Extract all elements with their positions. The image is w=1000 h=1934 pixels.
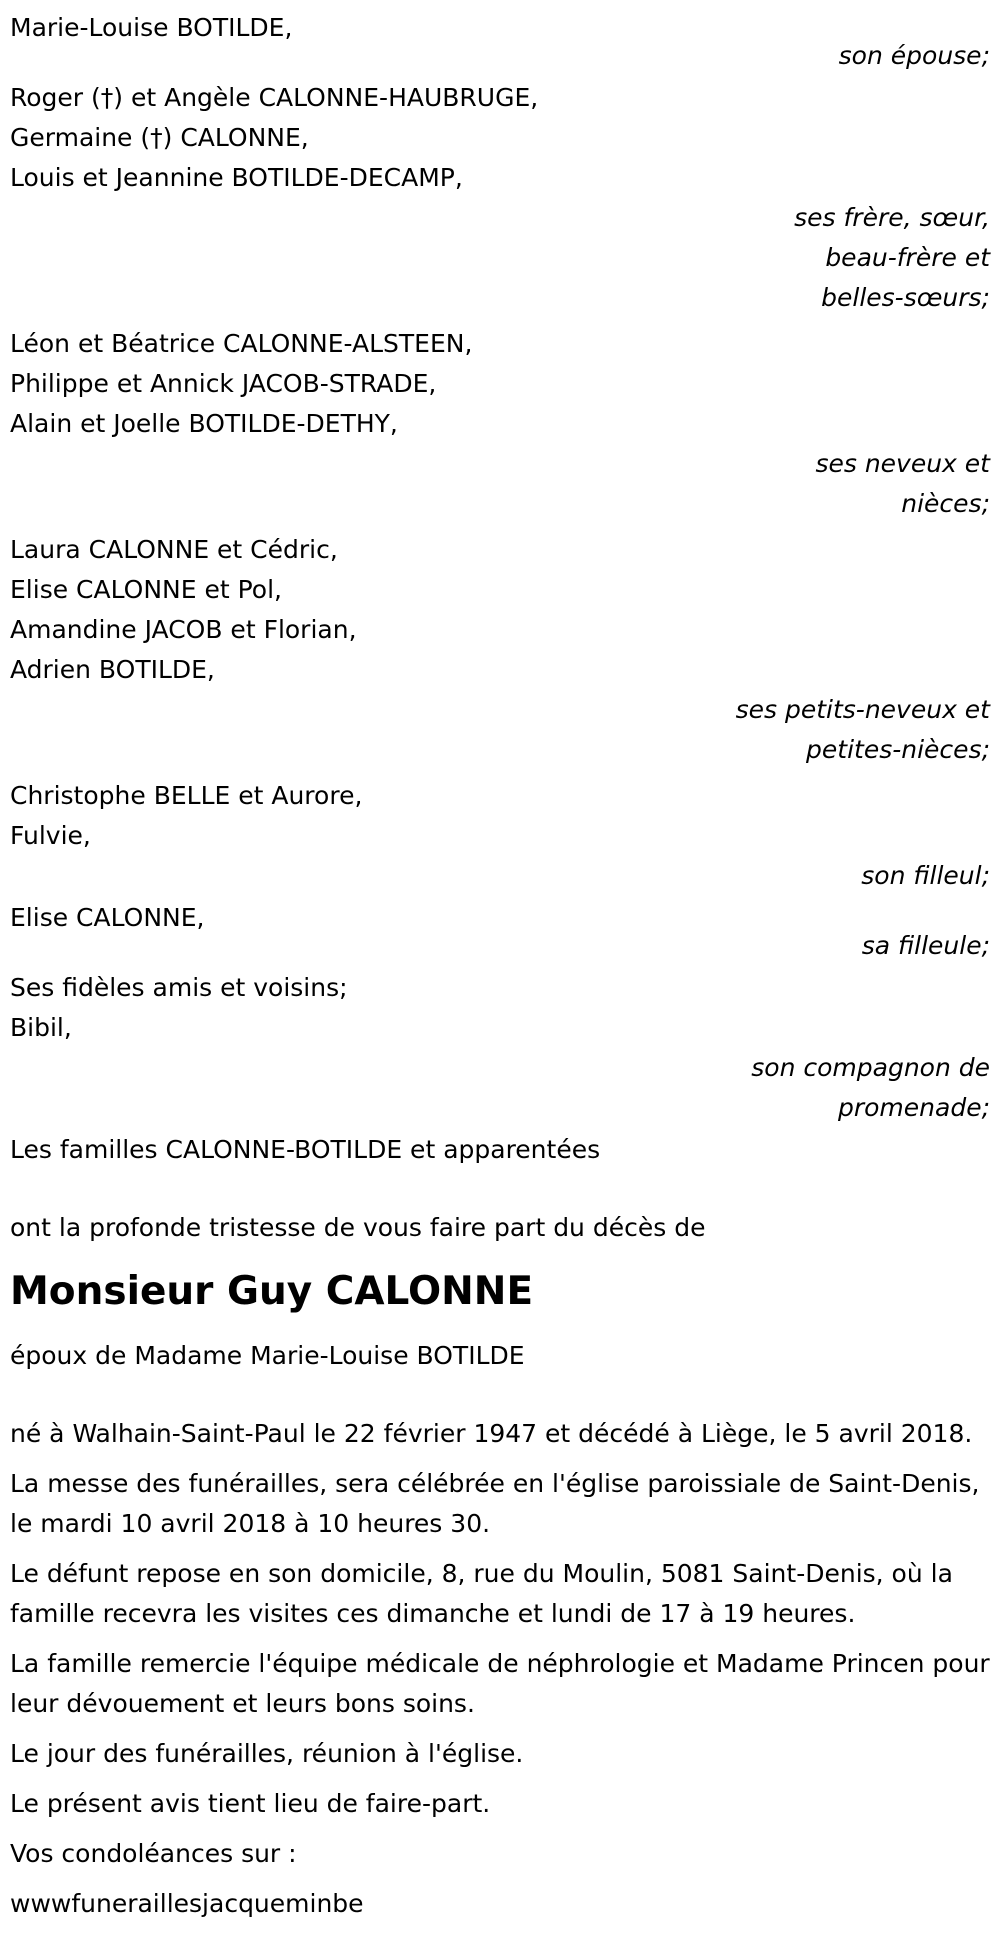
spouse-line: époux de Madame Marie-Louise BOTILDE	[10, 1341, 525, 1370]
family-name-line: Elise CALONNE,	[10, 903, 205, 932]
family-role-line: son épouse;	[838, 41, 990, 70]
visitation-paragraph: Le défunt repose en son domicile, 8, rue du Moulin, 5081 Saint-Denis, où la famille recevra les visites ces dimanche et lundi de 17 à 19 heures.	[10, 1559, 953, 1628]
family-group	[10, 78, 990, 318]
funeral-mass-paragraph: La messe des funérailles, sera célébrée en l'église paroissiale de Saint-Denis, le mardi 10 avril 2018 à 10 heures 30.	[10, 1469, 980, 1538]
family-role-line: son compagnon de	[751, 1053, 990, 1082]
family-role-line: sa filleule;	[861, 931, 990, 960]
announcement-text: ont la profonde tristesse de vous faire part du décès de	[10, 1213, 706, 1242]
deceased-name: Monsieur Guy CALONNE	[10, 1269, 534, 1314]
family-name-line: Léon et Béatrice CALONNE-ALSTEEN,	[10, 329, 473, 358]
family-name-line: Laura CALONNE et Cédric,	[10, 535, 338, 564]
families-line: Les familles CALONNE-BOTILDE et apparentées	[10, 1135, 601, 1164]
family-role-line: beau-frère et	[825, 243, 990, 272]
family-role-line: ses neveux et	[815, 449, 990, 478]
family-group	[10, 8, 990, 76]
family-group	[10, 776, 990, 896]
family-role-line: nièces;	[901, 489, 990, 518]
family-name-line: Fulvie,	[10, 821, 91, 850]
birth-death-paragraph: né à Walhain-Saint-Paul le 22 février 1947 et décédé à Liège, le 5 avril 2018.	[10, 1419, 973, 1448]
family-name-line: Ses fidèles amis et voisins;	[10, 973, 348, 1002]
family-name-line: Philippe et Annick JACOB-STRADE,	[10, 369, 437, 398]
condolences-website: wwwfuneraillesjacqueminbe	[10, 1889, 364, 1918]
meeting-paragraph: Le jour des funérailles, réunion à l'église.	[10, 1739, 524, 1768]
family-role-line: ses petits-neveux et	[735, 695, 990, 724]
family-role-line: ses frère, sœur,	[794, 203, 990, 232]
family-name-line: Germaine (†) CALONNE,	[10, 123, 309, 152]
family-name-line: Adrien BOTILDE,	[10, 655, 215, 684]
family-role-line: promenade;	[837, 1093, 990, 1122]
family-role-line: belles-sœurs;	[821, 283, 990, 312]
notice-paragraph: Le présent avis tient lieu de faire-part.	[10, 1789, 491, 1818]
family-name-line: Elise CALONNE et Pol,	[10, 575, 282, 604]
family-name-line: Amandine JACOB et Florian,	[10, 615, 357, 644]
condolences-label: Vos condoléances sur :	[10, 1839, 297, 1868]
family-name-line: Christophe BELLE et Aurore,	[10, 781, 363, 810]
thanks-paragraph: La famille remercie l'équipe médicale de néphrologie et Madame Princen pour leur dévouement et leurs bons soins.	[10, 1649, 990, 1718]
family-name-line: Louis et Jeannine BOTILDE-DECAMP,	[10, 163, 463, 192]
family-name-line: Alain et Joelle BOTILDE-DETHY,	[10, 409, 398, 438]
family-role-line: petites-nièces;	[806, 735, 990, 764]
family-group	[10, 968, 990, 1128]
family-role-line: son filleul;	[861, 861, 990, 890]
family-group	[10, 898, 990, 966]
family-group	[10, 324, 990, 524]
family-name-line: Bibil,	[10, 1013, 72, 1042]
obituary-content	[10, 8, 990, 1934]
family-name-line: Marie-Louise BOTILDE,	[10, 13, 293, 42]
family-group	[10, 530, 990, 770]
family-name-line: Roger (†) et Angèle CALONNE-HAUBRUGE,	[10, 83, 539, 112]
